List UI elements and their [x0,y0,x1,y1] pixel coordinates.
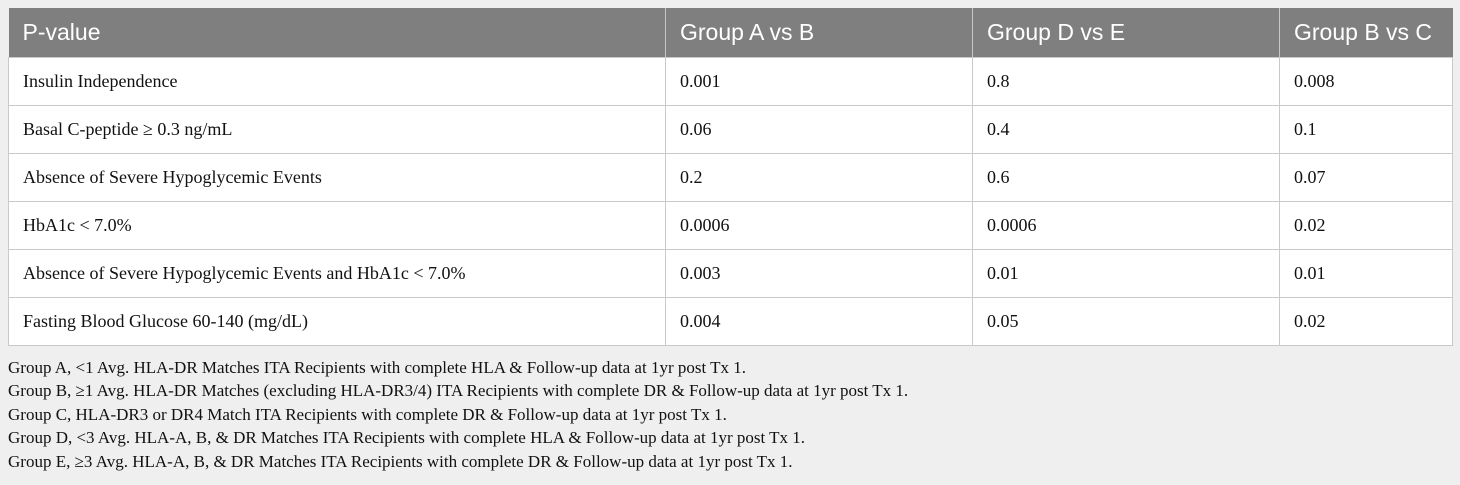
row-label: Fasting Blood Glucose 60-140 (mg/dL) [9,297,666,345]
cell-a-vs-b: 0.0006 [666,201,973,249]
header-group-b-vs-c: Group B vs C [1280,8,1453,57]
header-p-value: P-value [9,8,666,57]
table-row [9,105,1453,153]
cell-b-vs-c: 0.02 [1280,297,1453,345]
row-label: HbA1c < 7.0% [9,201,666,249]
cell-a-vs-b: 0.004 [666,297,973,345]
table-footnotes [8,356,908,473]
table-header [9,8,1453,57]
p-value-table [8,8,1453,346]
table-body [9,57,1453,345]
cell-b-vs-c: 0.02 [1280,201,1453,249]
cell-a-vs-b: 0.06 [666,105,973,153]
row-label: Absence of Severe Hypoglycemic Events [9,153,666,201]
table-figure [8,8,1452,478]
row-label: Basal C-peptide ≥ 0.3 ng/mL [9,105,666,153]
table-row [9,201,1453,249]
cell-b-vs-c: 0.008 [1280,57,1453,105]
cell-d-vs-e: 0.8 [973,57,1280,105]
cell-a-vs-b: 0.003 [666,249,973,297]
footnote-group-d: Group D, <3 Avg. HLA-A, B, & DR Matches ITA Recipients with complete HLA & Follow-up data at 1yr post Tx 1. [8,428,806,448]
cell-d-vs-e: 0.0006 [973,201,1280,249]
header-row [9,8,1453,57]
footnote-group-c: Group C, HLA-DR3 or DR4 Match ITA Recipients with complete DR & Follow-up data at 1yr post Tx 1. [8,404,727,424]
footnote-group-e: Group E, ≥3 Avg. HLA-A, B, & DR Matches ITA Recipients with complete DR & Follow-up data at 1yr post Tx 1. [8,451,793,471]
cell-b-vs-c: 0.01 [1280,249,1453,297]
cell-b-vs-c: 0.1 [1280,105,1453,153]
cell-a-vs-b: 0.001 [666,57,973,105]
cell-d-vs-e: 0.01 [973,249,1280,297]
cell-b-vs-c: 0.07 [1280,153,1453,201]
footnote-group-a: Group A, <1 Avg. HLA-DR Matches ITA Recipients with complete HLA & Follow-up data at 1yr post Tx 1. [8,358,747,377]
cell-d-vs-e: 0.05 [973,297,1280,345]
cell-d-vs-e: 0.6 [973,153,1280,201]
table-row [9,249,1453,297]
cell-a-vs-b: 0.2 [666,153,973,201]
header-group-d-vs-e: Group D vs E [973,8,1280,57]
header-group-a-vs-b: Group A vs B [666,8,973,57]
table-row [9,297,1453,345]
table-row [9,57,1453,105]
footnote-group-b: Group B, ≥1 Avg. HLA-DR Matches (excluding HLA-DR3/4) ITA Recipients with complete DR & Follow-up data at 1yr post Tx 1. [8,381,909,401]
row-label: Insulin Independence [9,57,666,105]
cell-d-vs-e: 0.4 [973,105,1280,153]
row-label: Absence of Severe Hypoglycemic Events and HbA1c < 7.0% [9,249,666,297]
table-row [9,153,1453,201]
